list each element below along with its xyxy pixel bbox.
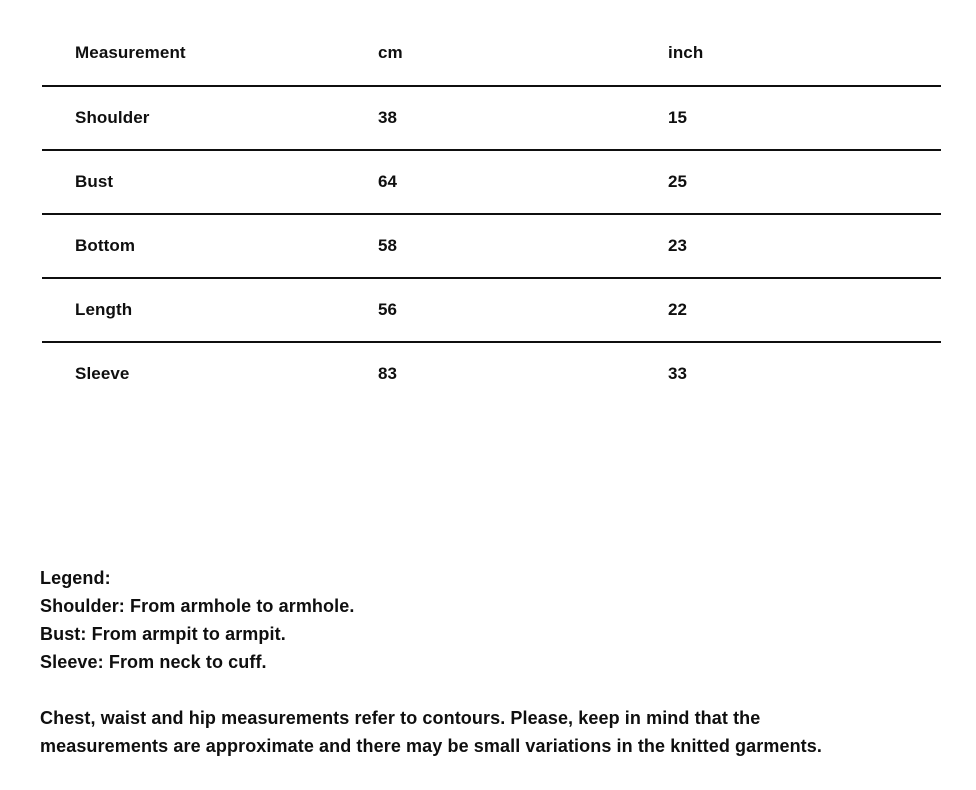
row-value-inch: 15 — [668, 108, 688, 127]
legend-block — [40, 564, 354, 676]
row-label: Sleeve — [75, 364, 130, 383]
row-value-inch: 22 — [668, 300, 688, 319]
table-row-bust — [42, 149, 941, 213]
row-value-cm: 64 — [378, 172, 398, 191]
row-value-inch: 25 — [668, 172, 688, 191]
size-table — [42, 20, 941, 405]
table-row-shoulder — [42, 85, 941, 149]
row-value-cm: 38 — [378, 108, 398, 127]
row-value-cm: 56 — [378, 300, 398, 319]
row-value-inch: 23 — [668, 236, 688, 255]
row-label: Length — [75, 300, 133, 319]
table-row-length — [42, 277, 941, 341]
legend-item-shoulder: Shoulder: From armhole to armhole. — [40, 596, 355, 616]
note-line-2: measurements are approximate and there may be small variations in the knitted garments. — [40, 736, 822, 756]
measurement-note — [40, 704, 822, 760]
row-value-inch: 33 — [668, 364, 688, 383]
row-value-cm: 58 — [378, 236, 398, 255]
row-value-cm: 83 — [378, 364, 398, 383]
row-label: Bottom — [75, 236, 136, 255]
row-label: Shoulder — [75, 108, 150, 127]
legend-item-bust: Bust: From armpit to armpit. — [40, 624, 286, 644]
note-line-1: Chest, waist and hip measurements refer to contours. Please, keep in mind that the — [40, 708, 761, 728]
legend-item-sleeve: Sleeve: From neck to cuff. — [40, 652, 267, 672]
column-header-inch: inch — [668, 42, 704, 62]
table-row-bottom — [42, 213, 941, 277]
row-label: Bust — [75, 172, 114, 191]
size-table-header-row — [42, 20, 941, 85]
table-row-sleeve — [42, 341, 941, 405]
column-header-cm: cm — [378, 42, 403, 62]
column-header-measurement: Measurement — [75, 42, 186, 62]
legend-title: Legend: — [40, 568, 111, 588]
